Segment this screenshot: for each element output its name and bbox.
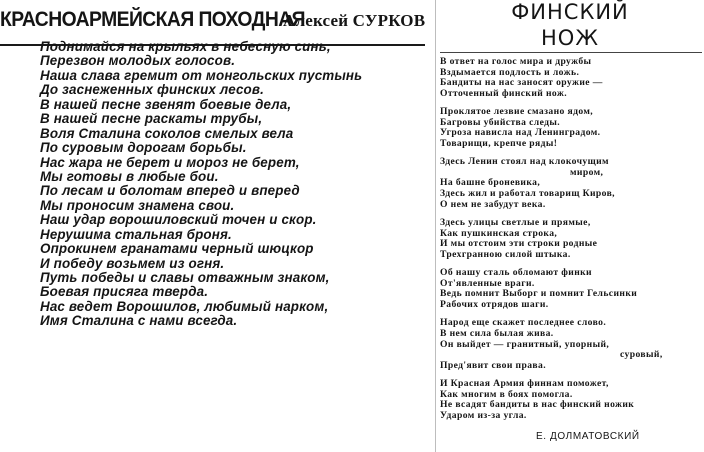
poem-line: В нашей песне раскаты трубы, [40, 111, 263, 127]
poem-line: Он выйдет — гранитный, упорный, [440, 338, 610, 350]
poem-line: Наша слава гремит от монгольских пустынь [40, 67, 363, 83]
poem-line: Опрокинем гранатами черный шюцкор [40, 241, 314, 257]
poem-line: Как пушкинская строка, [440, 227, 558, 239]
right-poem-lines [440, 57, 702, 421]
poem-line: Как многим в боях помогла. [440, 388, 573, 400]
poem-line: Трехгранною силой штыка. [440, 248, 571, 260]
poem-line: Здесь жил и работал товарищ Киров, [440, 188, 615, 200]
poem-line: В нашей песне звенят боевые дела, [40, 96, 292, 112]
poem-line: Здесь улицы светлые и прямые, [440, 217, 591, 229]
poem-line: И мы отстоим эти строки родные [440, 238, 598, 250]
poem-line: И Красная Армия финнам поможет, [440, 378, 609, 390]
poem-line: Воля Сталина соколов смелых вела [40, 125, 294, 141]
poem-line: В ответ на голос мира и дружбы [440, 56, 592, 67]
right-poem-title-line2: НОЖ [541, 26, 599, 50]
poem-line: Бандиты на нас заносят оружие — [440, 77, 603, 89]
poem-line: Багровы убийства следы. [440, 116, 561, 128]
poem-line: Об нашу сталь обломают финки [440, 267, 592, 279]
poem-line: Ведь помнит Выборг и помнит Гельсинки [440, 288, 638, 300]
poem-line: Товарищи, крепче ряды! [440, 137, 558, 149]
poem-line: От'явленные враги. [440, 277, 535, 289]
poem-line: Рабочих отрядов шаги. [440, 298, 549, 310]
poem-line: Мы проносим знамена свои. [40, 197, 235, 213]
right-poem-title-rule [440, 52, 702, 53]
poem-line: Народ еще скажет последнее слово. [440, 317, 607, 329]
left-poem-title: КРАСНОАРМЕЙСКАЯ ПОХОДНАЯ [0, 8, 305, 31]
poem-line: Нас жара не берет и мороз не берет, [40, 154, 300, 170]
poem-line: Путь победы и славы отважным знаком, [40, 270, 330, 285]
poem-line: Поднимайся на крыльях в небесную синь, [40, 39, 331, 54]
poem-line: До заснеженных финских лесов. [40, 82, 264, 98]
poem-line: Не всадят бандиты в нас финский ножик [440, 399, 635, 411]
poem-line: Отточенный финский нож. [440, 87, 568, 99]
poem-line: суровый, [620, 349, 663, 361]
poem-line: Нерушима стальная броня. [40, 226, 232, 242]
poem-line: Вздымается подлость и ложь. [440, 66, 580, 78]
left-poem [0, 0, 428, 340]
poem-line: И победу возьмем из огня. [40, 255, 225, 271]
right-poem [436, 0, 704, 452]
poem-line: Наш удар ворошиловский точен и скор. [40, 212, 317, 228]
poem-line: Пред'явит свои права. [440, 359, 546, 371]
poem-line: О нем не забудут века. [440, 198, 546, 210]
poem-line: Здесь Ленин стоял над клокочущим [440, 156, 609, 168]
poem-line: В нем сила былая жива. [440, 328, 554, 340]
poem-line: миром, [570, 166, 604, 178]
poem-line: Имя Сталина с нами всегда. [40, 313, 238, 329]
poem-line: Ударом из-за угла. [440, 409, 527, 421]
poem-line: Перезвон молодых голосов. [40, 53, 236, 69]
left-poem-lines [40, 40, 430, 329]
poem-line: По лесам и болотам вперед и вперед [40, 183, 300, 199]
left-poem-author: Алексей СУРКОВ [283, 11, 426, 30]
poem-line: Угроза нависла над Ленинградом. [440, 127, 601, 139]
left-poem-header [0, 8, 428, 38]
poem-line: По суровым дорогам борьбы. [40, 140, 247, 156]
right-poem-signature: Е. ДОЛМАТОВСКИЙ [536, 431, 640, 442]
poem-line: Мы готовы в любые бои. [40, 168, 219, 184]
poem-line: Нас ведет Ворошилов, любимый нарком, [40, 298, 329, 314]
poem-line: На башне броневика, [440, 177, 541, 189]
right-poem-title-line1: ФИНСКИЙ [511, 0, 629, 24]
poem-line: Проклятое лезвие смазано ядом, [440, 106, 594, 118]
poem-line: Боевая присяга тверда. [40, 284, 209, 300]
